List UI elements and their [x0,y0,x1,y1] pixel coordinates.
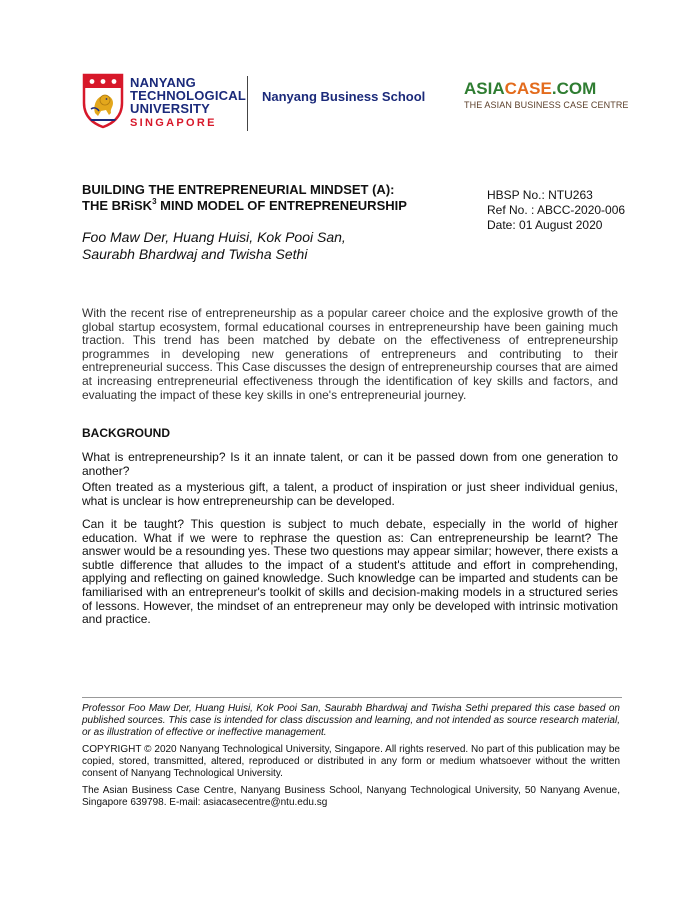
authors-line2: Saurabh Bhardwaj and Twisha Sethi [82,246,308,262]
footnote-address: The Asian Business Case Centre, Nanyang Business School, Nanyang Technological University, 50 Nanyang Avenue, Singapore 639798. E-mail: asiacasecentre@ntu.edu.sg [82,785,620,808]
case-date: Date: 01 August 2020 [487,218,603,232]
asiacase-logo [464,80,629,110]
section-heading-background: BACKGROUND [82,426,170,440]
case-reference-block [487,188,625,233]
ntu-crest-logo [82,73,124,129]
header-divider [247,76,248,131]
background-paragraph: Often treated as a mysterious gift, a talent, a product of inspiration or just sheer individual genius, what is unclear is how entrepreneurship can be developed. [82,480,618,508]
background-paragraph: Can it be taught? This question is subject to much debate, especially in the world of higher education. What if we were to rephrase the question as: Can entrepreneurship be learnt? The answer would be a resounding yes. These two questions may appear similar; however, there exists a subtle difference that alludes to the impact of a student's attitude and effort in comprehending, applying and reflecting on gained knowledge. Such knowledge can be imparted and students can be familiarised with an entrepreneur's toolkit of skills and decision-making models in a structured series of lessons. However, the mindset of an entrepreneur may only be developed with intrinsic motivation and practice. [82,517,618,627]
case-title [82,182,452,214]
abstract-paragraph: With the recent rise of entrepreneurship as a popular career choice and the explosive growth of the global startup ecosystem, formal educational courses in entrepreneurship have been gaining much traction. This trend has been matched by debate on the effectiveness of entrepreneurship programmes in developing new generations of entrepreneurs and contributing to their entrepreneurial success. This Case discusses the design of entrepreneurship courses that are aimed at increasing entrepreneurial effectiveness through the identification of key skills and factors, and evaluating the impact of these key skills in one's entrepreneurial journey. [82,306,618,402]
school-name: Nanyang Business School [262,89,426,104]
hbsp-number: HBSP No.: NTU263 [487,188,593,202]
footnote-copyright: COPYRIGHT © 2020 Nanyang Technological University, Singapore. All rights reserved. No part of this publication may be copied, stored, transmitted, altered, reproduced or distributed in any form or medium whatsoever without the written consent of Nanyang Technological University. [82,744,620,779]
case-authors [82,229,442,263]
footer-divider [82,697,622,698]
case-title-subtitle: MIND MODEL OF ENTREPRENEURSHIP [156,198,407,213]
case-title-superscript: 3 [152,196,157,206]
ntu-name-line: TECHNOLOGICAL [130,88,246,103]
ntu-country-label: SINGAPORE [130,117,217,129]
asiacase-dotcom-text: .COM [551,79,597,98]
asiacase-tagline: THE ASIAN BUSINESS CASE CENTRE [464,100,629,110]
authors-line1: Foo Maw Der, Huang Huisi, Kok Pooi San, [82,229,346,245]
footnote-authors: Professor Foo Maw Der, Huang Huisi, Kok Pooi San, Saurabh Bhardwaj and Twisha Sethi prepared this case based on published sources. This case is intended for class discussion and learning, and not intended as source research material, or as illustration of effective or ineffective management. [82,703,620,738]
case-title-line1: BUILDING THE ENTREPRENEURIAL MINDSET (A): [82,182,395,197]
background-paragraph: What is entrepreneurship? Is it an innate talent, or can it be passed down from one generation to another? [82,450,618,478]
case-title-line2 [82,198,452,214]
reference-number: Ref No. : ABCC-2020-006 [487,203,626,217]
ntu-wordmark [130,76,246,130]
asiacase-asia-text: ASIA [464,79,505,98]
ntu-name-line: UNIVERSITY [130,101,211,116]
case-title-brisk: THE BRiSK [82,198,153,213]
asiacase-case-text: CASE [504,79,552,98]
ntu-name-line: NANYANG [130,75,196,90]
